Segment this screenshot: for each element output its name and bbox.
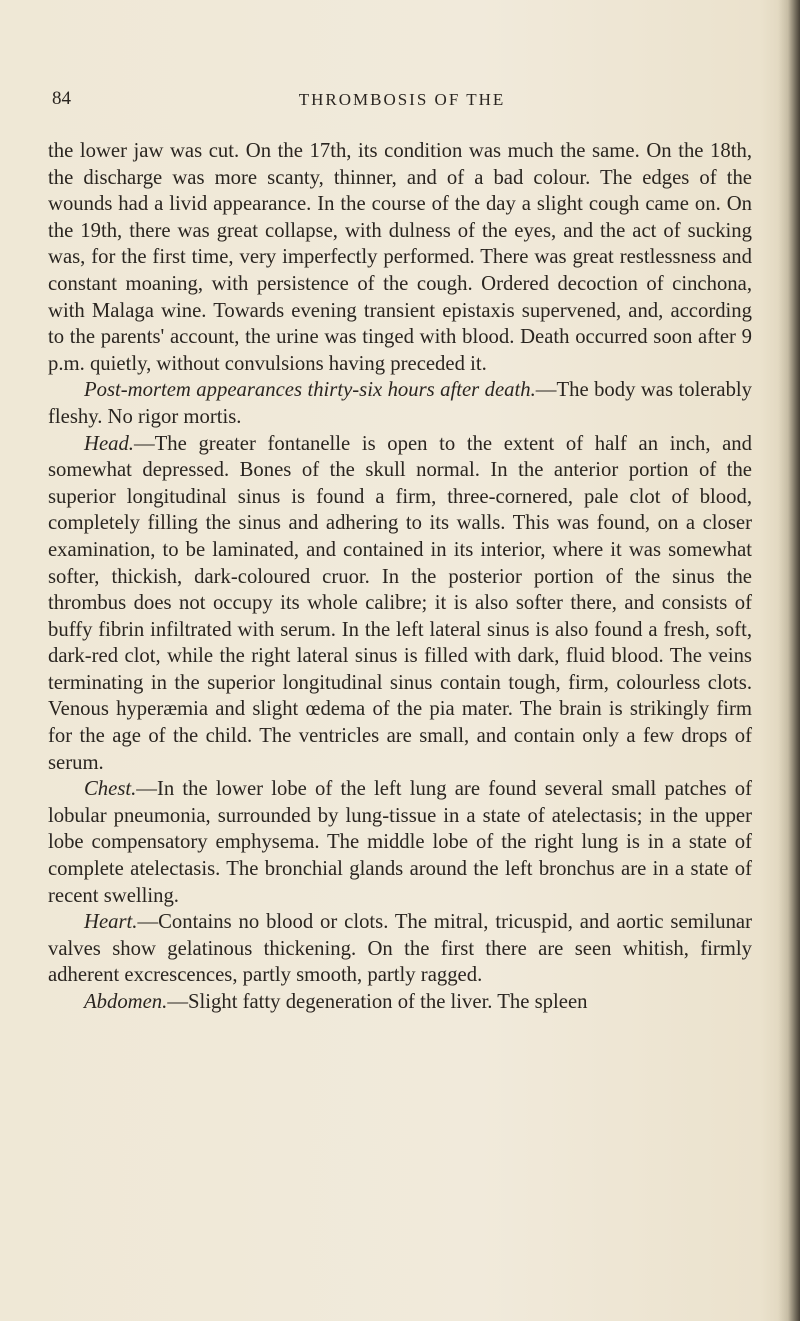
- section-heading-abdomen: Abdomen.: [84, 991, 168, 1013]
- section-heading-head: Head.: [84, 432, 134, 455]
- paragraph-text: —Slight fatty degeneration of the liver. The spleen: [167, 991, 588, 1013]
- paragraph-heart: [48, 909, 752, 989]
- paragraph-text: —The body was tolerably fleshy. No rigor mortis.: [48, 379, 753, 428]
- page-number: 84: [52, 88, 71, 109]
- page-header: [52, 90, 752, 118]
- paragraph-text: —The greater fontanelle is open to the extent of half an inch, and somewhat depressed. Bones of the skull normal. In the anterior portion of the superior longitudinal sinus is found a firm, three-cornered, pale clot of blood, completely filling the sinus and adhering to its walls. This was found, on a closer examination, to be laminated, and contained in its interior, where it was somewhat softer, thickish, dark-coloured cruor. In the posterior portion of the sinus the thrombus does not occupy its whole calibre; it is also softer there, and consists of buffy fibrin infiltrated with serum. In the left lateral sinus is also found a fresh, soft, dark-red clot, while the right lateral sinus is filled with dark, fluid blood. The veins terminating in the superior longitudinal sinus contain tough, firm, colourless clots. Venous hyperæmia and slight œdema of the pia mater. The brain is strikingly firm for the age of the child. The ventricles are small, and contain only a few drops of serum.: [48, 432, 752, 774]
- running-head: THROMBOSIS OF THE: [298, 90, 506, 109]
- paragraph-text: —In the lower lobe of the left lung are found several small patches of lobular pneumonia, surrounded by lung-tissue in a state of atelectasis; in the upper lobe compensatory emphysema. The middle lobe of the right lung is in a state of complete atelectasis. The bronchial glands around the left bronchus are in a state of recent swelling.: [48, 778, 752, 907]
- paragraph-chest: [48, 776, 752, 909]
- paragraph-abdomen: [48, 989, 752, 1016]
- section-heading-chest: Chest.: [84, 778, 137, 801]
- section-heading-post-mortem: Post-mortem appearances thirty-six hours after death.: [84, 379, 536, 402]
- body-text: [48, 138, 752, 1016]
- paragraph-text: the lower jaw was cut. On the 17th, its condition was much the same. On the 18th, the discharge was more scanty, thinner, and of a bad colour. The edges of the wounds had a livid appearance. In the course of the day a slight cough came on. On the 19th, there was great collapse, with dulness of the eyes, and the act of sucking was, for the first time, very imperfectly performed. There was great restlessness and constant moaning, with persistence of the cough. Ordered decoction of cinchona, with Malaga wine. Towards evening transient epistaxis supervened, and, according to the parents' account, the urine was tinged with blood. Death occurred soon after 9 p.m. quietly, without convulsions having preceded it.: [48, 140, 752, 375]
- paragraph-case-history: [48, 138, 752, 377]
- paragraph-head: [48, 431, 752, 777]
- paragraph-text: —Contains no blood or clots. The mitral, tricuspid, and aortic semilunar valves show gelatinous thickening. On the first there are seen whitish, firmly adherent excrescences, partly smooth, partly ragged.: [48, 911, 752, 987]
- paragraph-post-mortem: [48, 377, 752, 430]
- section-heading-heart: Heart.: [84, 911, 138, 934]
- page-edge-shadow: [778, 0, 800, 1321]
